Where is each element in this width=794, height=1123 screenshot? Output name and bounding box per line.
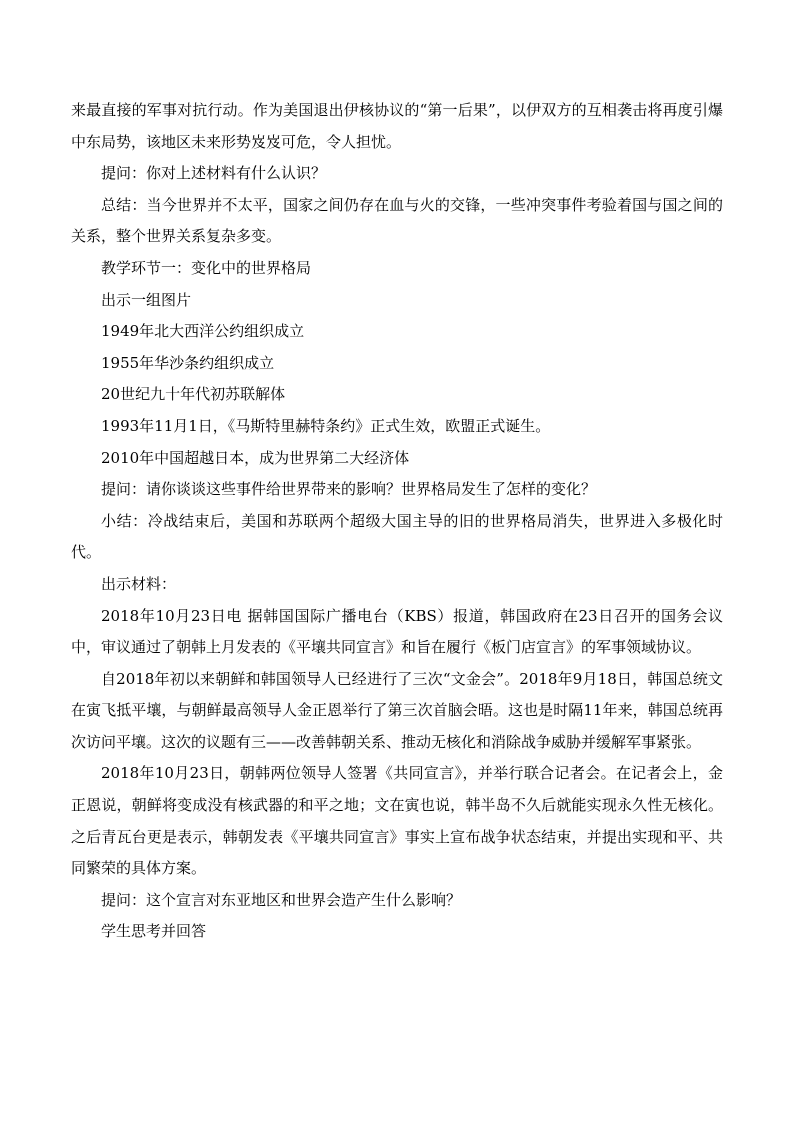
event-line: 1949年北大西洋公约组织成立 [101, 322, 305, 341]
paragraph: 提问：这个宣言对东亚地区和世界会造产生什么影响？ [101, 890, 462, 909]
event-line: 20世纪九十年代初苏联解体 [101, 385, 286, 404]
paragraph: 出示材料： [101, 574, 177, 593]
document-page [71, 95, 723, 948]
paragraph: 学生思考并回答 [101, 922, 207, 941]
paragraph: 自2018年初以来朝鲜和韩国领导人已经进行了三次“文金会”。2018年9月18日，韩国总统文在寅飞抵平壤，与朝鲜最高领导人金正恩举行了第三次首脑会晤。这也是时隔11年来，韩国总统再次访问平壤。这次的议题有三——改善韩朝关系、推动无核化和消除战争威胁并缓解军事紧张。 [71, 669, 723, 751]
section-heading: 教学环节一：变化中的世界格局 [101, 258, 312, 277]
paragraph: 出示一组图片 [101, 290, 192, 309]
paragraph: 2018年10月23日，朝韩两位领导人签署《共同宣言》，并举行联合记者会。在记者会上，金正恩说，朝鲜将变成没有核武器的和平之地；文在寅也说，韩半岛不久后就能实现永久性无核化。之后青瓦台更是表示，韩朝发表《平壤共同宣言》事实上宣布战争状态结束，并提出实现和平、共同繁荣的具体方案。 [71, 764, 723, 878]
event-line: 2010年中国超越日本，成为世界第二大经济体 [101, 448, 410, 467]
paragraph: 提问：你对上述材料有什么认识？ [101, 164, 327, 183]
event-line: 1993年11月1日，《马斯特里赫特条约》正式生效，欧盟正式诞生。 [101, 416, 551, 435]
paragraph: 2018年10月23日电 据韩国国际广播电台（KBS）报道，韩国政府在23日召开的国务会议中，审议通过了朝韩上月发表的《平壤共同宣言》和旨在履行《板门店宣言》的军事领域协议。 [71, 606, 723, 657]
paragraph: 来最直接的军事对抗行动。作为美国退出伊核协议的“第一后果”，以伊双方的互相袭击将再度引爆中东局势，该地区未来形势岌岌可危，令人担忧。 [71, 101, 723, 151]
paragraph: 总结：当今世界并不太平，国家之间仍存在血与火的交锋，一些冲突事件考验着国与国之间的关系，整个世界关系复杂多变。 [71, 195, 723, 246]
event-line: 1955年华沙条约组织成立 [101, 353, 275, 372]
paragraph: 小结：冷战结束后，美国和苏联两个超级大国主导的旧的世界格局消失，世界进入多极化时代。 [71, 511, 723, 562]
paragraph: 提问：请你谈谈这些事件给世界带来的影响？世界格局发生了怎样的变化？ [101, 480, 597, 499]
